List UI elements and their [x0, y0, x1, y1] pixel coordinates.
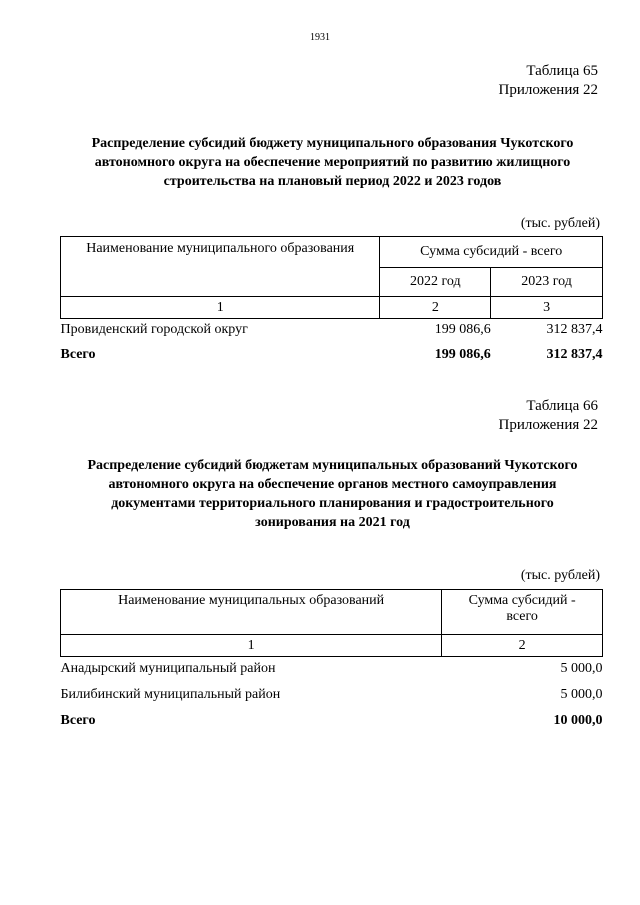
table66-label: Таблица 66 [526, 398, 598, 414]
table66-row-name: Билибинский муниципальный район [60, 686, 281, 702]
table66-title-line: Распределение субсидий бюджетам муниципальных образований Чукотского [87, 458, 578, 473]
table65-appendix: Приложения 22 [498, 82, 598, 98]
table66-row-value: 5 000,0 [560, 661, 603, 677]
table66-title-line: зонирования на 2021 год [255, 515, 410, 530]
table66-row-value: 5 000,0 [560, 686, 603, 702]
table-total-row [61, 342, 603, 368]
table65-header-sum: Сумма субсидий - всего [380, 237, 603, 268]
table-row [61, 319, 603, 342]
table66-header [499, 397, 599, 435]
table66-title-line: автономного округа на обеспечение органов местного самоуправления [108, 477, 557, 492]
table66-colnum: 1 [61, 635, 442, 657]
table65-total-v1: 199 086,6 [434, 346, 491, 362]
table65-colnum: 1 [61, 297, 380, 319]
table66-title-line: документами территориального планирования и градостроительного [111, 496, 554, 511]
table65-title-line: автономного округа на обеспечение мероприятий по развитию жилищного [94, 155, 571, 170]
table66-total-name: Всего [60, 712, 96, 728]
table65-title-line: Распределение субсидий бюджету муниципального образования Чукотского [91, 136, 574, 151]
table65-header [499, 62, 599, 100]
table66-header-sum [442, 590, 603, 635]
table65-colnum: 3 [491, 297, 603, 319]
table-row [61, 657, 603, 682]
table65-total-v2: 312 837,4 [546, 346, 603, 362]
table66-title [60, 456, 605, 532]
table66-total-value: 10 000,0 [553, 712, 603, 728]
table65-title-line: строительства на плановый период 2022 и 2023 годов [163, 174, 502, 189]
table-row [61, 682, 603, 708]
table65-units: (тыс. рублей) [520, 216, 600, 231]
table65-header-year2: 2023 год [491, 268, 603, 297]
table66-header-sum-line: всего [506, 609, 538, 624]
table66-header-name: Наименование муниципальных образований [61, 590, 442, 635]
table65-header-year1: 2022 год [380, 268, 491, 297]
table65-colnum: 2 [380, 297, 491, 319]
table65-title [60, 134, 605, 191]
table66-appendix: Приложения 22 [498, 417, 598, 433]
table65-row-name: Провиденский городской округ [60, 322, 248, 338]
table-total-row [61, 708, 603, 734]
table66-header-sum-line: Сумма субсидий - [468, 593, 576, 608]
table65 [60, 236, 603, 368]
table65-row-v2: 312 837,4 [546, 322, 603, 338]
table65-label: Таблица 65 [526, 63, 598, 79]
table66-colnum: 2 [442, 635, 603, 657]
table66-row-name: Анадырский муниципальный район [60, 661, 276, 677]
page-number: 1931 [310, 32, 330, 43]
table65-row-v1: 199 086,6 [434, 322, 491, 338]
table65-header-name: Наименование муниципального образования [61, 237, 380, 297]
table65-total-name: Всего [60, 346, 96, 362]
table66-units: (тыс. рублей) [520, 568, 600, 583]
table66 [60, 589, 603, 734]
